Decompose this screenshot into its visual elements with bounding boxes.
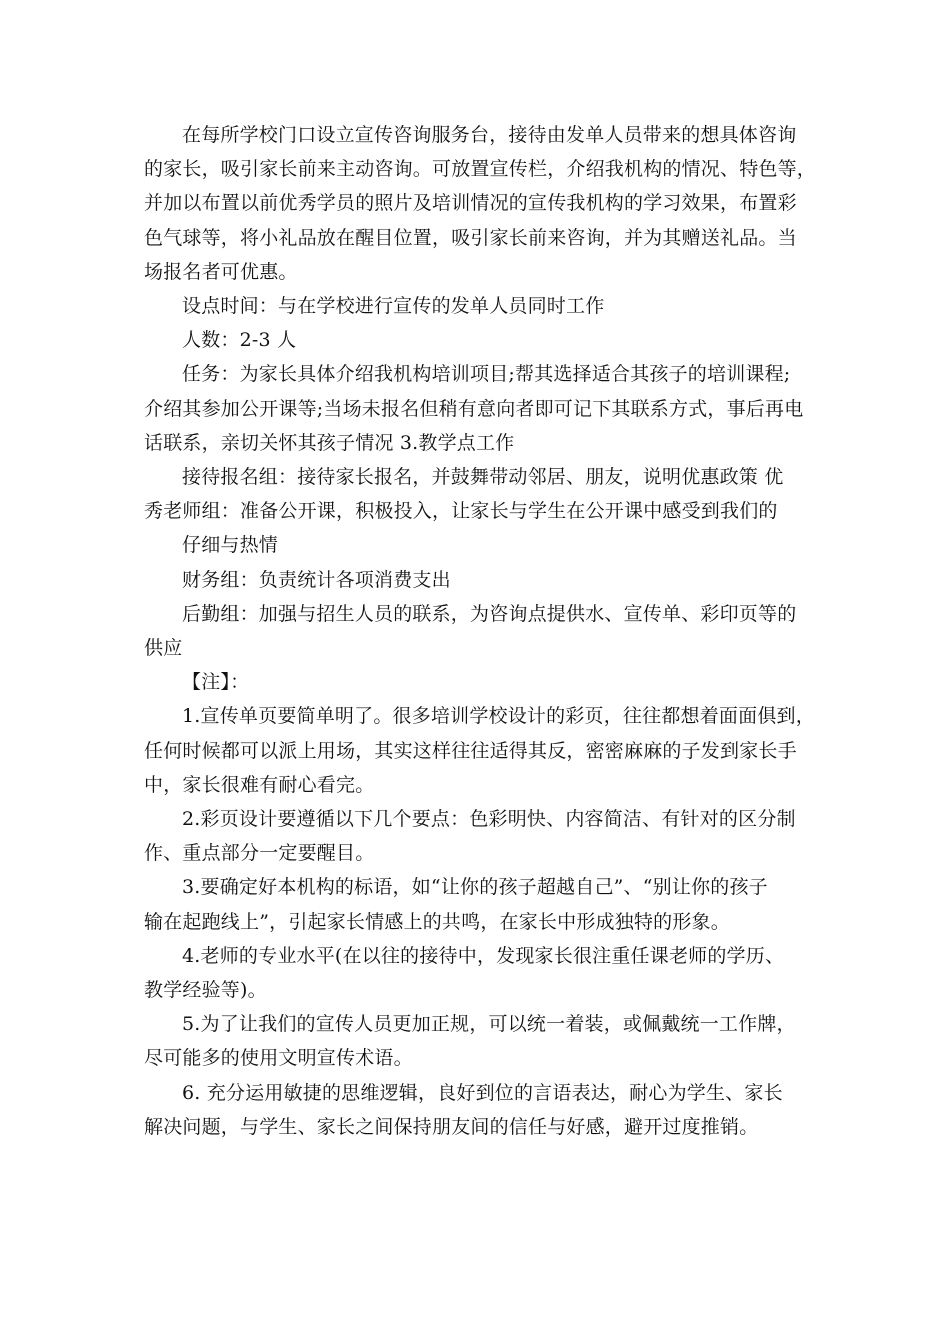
- text-line: 作、重点部分一定要醒目。: [144, 842, 375, 865]
- paragraph-warmth: [144, 528, 814, 562]
- paragraph-finance-group: [144, 563, 814, 597]
- note-item-2: [144, 802, 814, 870]
- text-line: 色气球等，将小礼品放在醒目位置，吸引家长前来咨询，并为其赠送礼品。当: [144, 226, 797, 249]
- text-line: 任何时候都可以派上用场，其实这样往往适得其反，密密麻麻的子发到家长手: [144, 739, 797, 762]
- text-line: 秀老师组：准备公开课，积极投入，让家长与学生在公开课中感受到我们的: [144, 500, 778, 523]
- text-line: 3.要确定好本机构的标语，如“让你的孩子超越自己”、“别让你的孩子: [182, 876, 768, 899]
- text-line: 设点时间：与在学校进行宣传的发单人员同时工作: [182, 295, 605, 318]
- text-line: 尽可能多的使用文明宣传术语。: [144, 1047, 413, 1070]
- text-line: 1.宣传单页要简单明了。很多培训学校设计的彩页，往往都想着面面俱到，: [182, 705, 815, 728]
- text-line: 【注】：: [182, 671, 250, 694]
- note-item-3: [144, 870, 814, 938]
- text-line: 解决问题，与学生、家长之间保持朋友间的信任与好感，避开过度推销。: [144, 1115, 759, 1138]
- text-line: 的家长，吸引家长前来主动咨询。可放置宣传栏，介绍我机构的情况、特色等，: [144, 158, 817, 181]
- text-line: 教学经验等)。: [144, 979, 267, 1002]
- text-line: 并加以布置以前优秀学员的照片及培训情况的宣传我机构的学习效果，布置彩: [144, 192, 797, 215]
- text-line: 介绍其参加公开课等;当场未报名但稍有意向者即可记下其联系方式，事后再电: [144, 397, 804, 420]
- text-line: 接待报名组：接待家长报名，并鼓舞带动邻居、朋友，说明优惠政策 优: [182, 466, 784, 489]
- text-line: 任务：为家长具体介绍我机构培训项目;帮其选择适合其孩子的培训课程;: [182, 363, 791, 386]
- paragraph-task: [144, 357, 814, 460]
- text-line: 6. 充分运用敏捷的思维逻辑，良好到位的言语表达，耐心为学生、家长: [182, 1081, 783, 1104]
- paragraph-booth: [144, 118, 817, 289]
- text-line: 人数：2-3 人: [182, 329, 297, 352]
- paragraph-reception-group: [144, 460, 814, 528]
- text-line: 4.老师的专业水平(在以往的接待中，发现家长很注重任课老师的学历、: [182, 944, 785, 967]
- note-item-4: [144, 939, 814, 1007]
- note-item-6: [144, 1076, 814, 1144]
- text-line: 供应: [144, 637, 183, 660]
- text-line: 中，家长很难有耐心看完。: [144, 773, 375, 796]
- text-line: 仔细与热情: [182, 534, 279, 557]
- text-line: 场报名者可优惠。: [144, 260, 298, 283]
- paragraph-logistics-group: [144, 597, 814, 665]
- note-heading: [144, 665, 814, 699]
- document-body: [144, 118, 817, 1144]
- text-line: 话联系，亲切关怀其孩子情况 3.教学点工作: [144, 431, 515, 454]
- note-item-5: [144, 1007, 814, 1075]
- text-line: 后勤组：加强与招生人员的联系，为咨询点提供水、宣传单、彩印页等的: [182, 602, 797, 625]
- text-line: 2.彩页设计要遵循以下几个要点：色彩明快、内容简洁、有针对的区分制: [182, 808, 796, 831]
- note-item-1: [144, 699, 814, 802]
- text-line: 在每所学校门口设立宣传咨询服务台，接待由发单人员带来的想具体咨询: [182, 124, 797, 146]
- paragraph-headcount: [144, 323, 814, 357]
- paragraph-setup-time: [144, 289, 814, 323]
- text-line: 输在起跑线上”，引起家长情感上的共鸣，在家长中形成独特的形象。: [144, 910, 730, 933]
- text-line: 5.为了让我们的宣传人员更加正规，可以统一着装，或佩戴统一工作牌，: [182, 1013, 796, 1036]
- text-line: 财务组：负责统计各项消费支出: [182, 568, 451, 591]
